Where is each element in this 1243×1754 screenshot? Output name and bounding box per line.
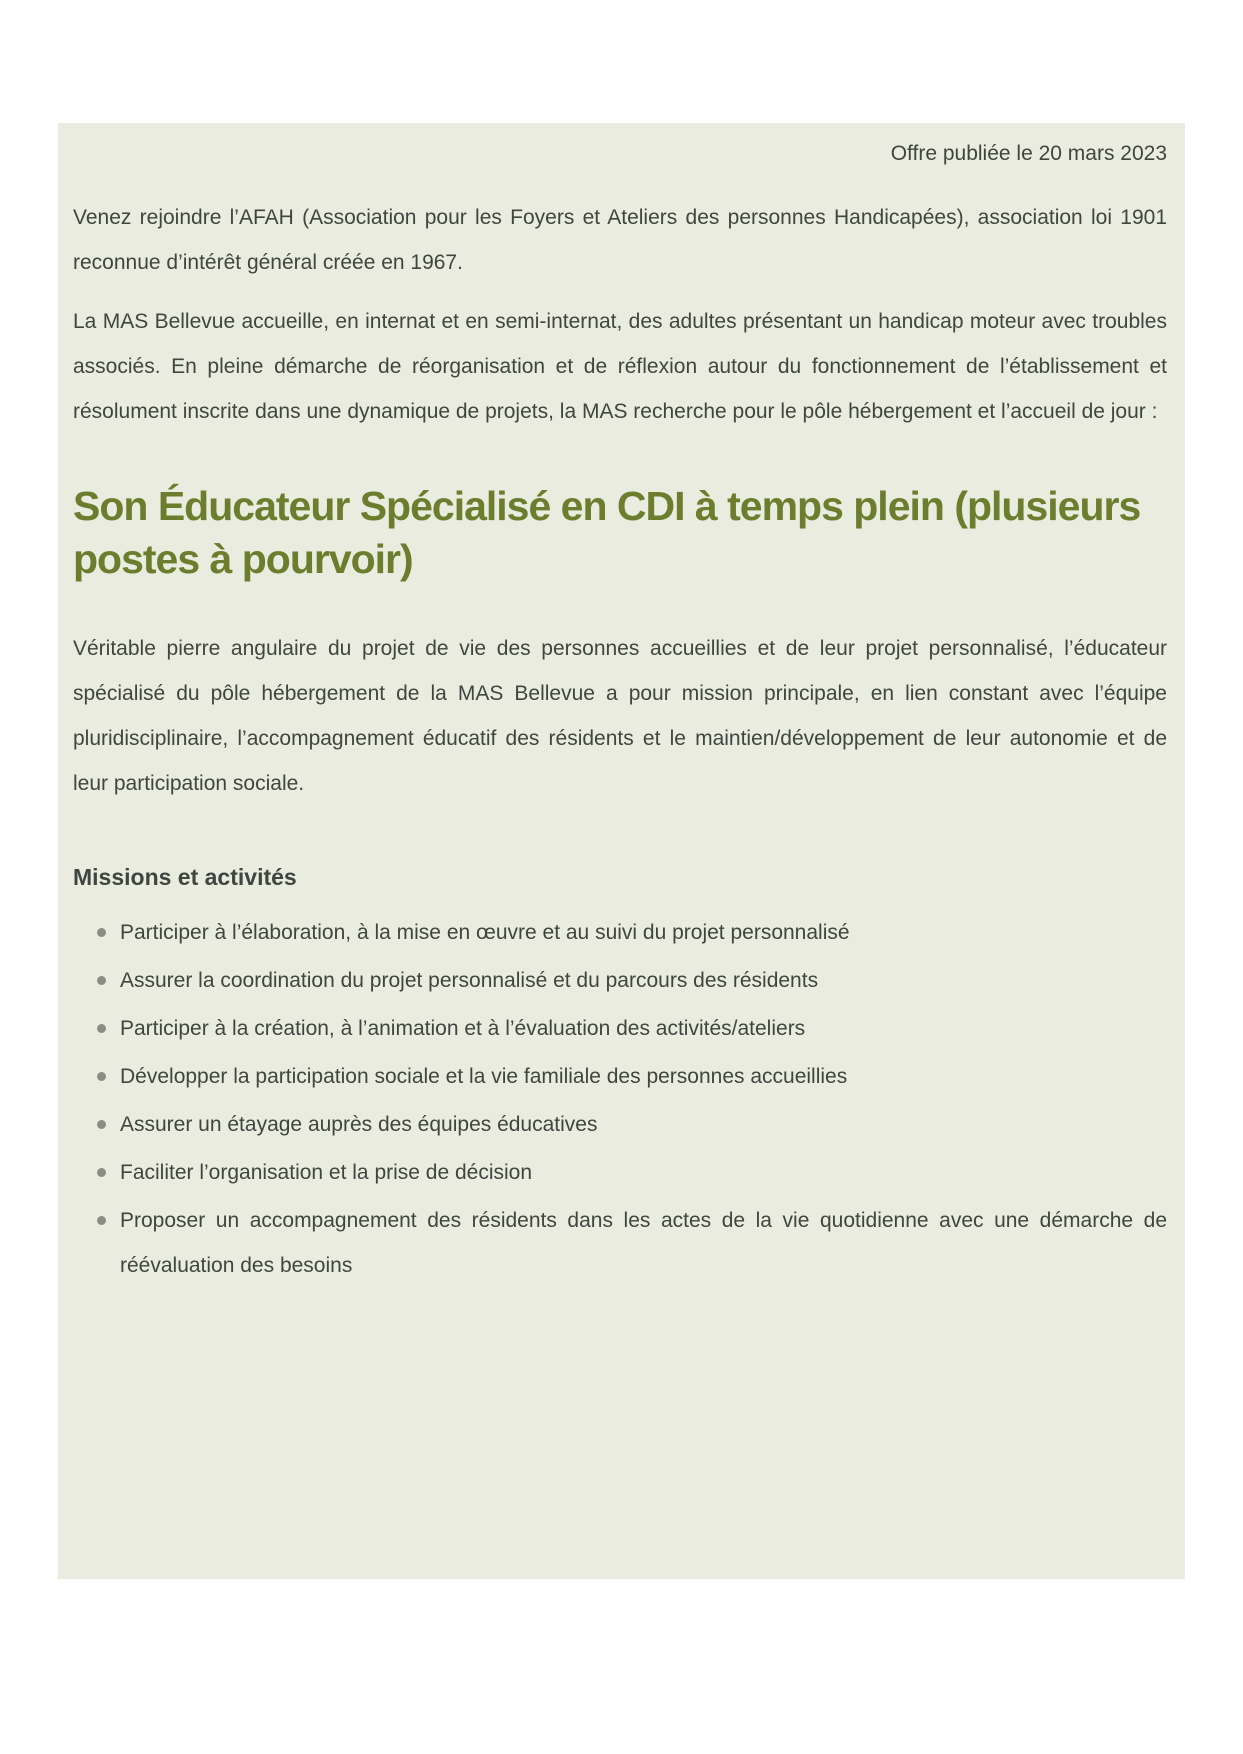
mission-item (73, 1198, 1167, 1288)
bullet-icon (97, 1216, 106, 1225)
publication-date: Offre publiée le 20 mars 2023 (890, 142, 1167, 165)
mission-item (73, 1102, 1167, 1147)
mission-item (73, 910, 1167, 955)
job-title: Son Éducateur Spécialisé en CDI à temps plein (plusieurs postes à pourvoir) (73, 483, 1141, 582)
bullet-icon (97, 976, 106, 985)
missions-section-title: Missions et activités (73, 864, 297, 890)
job-summary-paragraph: Véritable pierre angulaire du projet de vie des personnes accueillies et de leur projet personnalisé, l’éducateur spécialisé du pôle hébergement de la MAS Bellevue a pour mission principale, en lien constant avec l’équipe pluridisciplinaire, l’accompagnement éducatif des résidents et le maintien/développement de leur autonomie et de leur participation sociale. (73, 637, 1167, 795)
mission-item (73, 1054, 1167, 1099)
mission-item-text: Faciliter l’organisation et la prise de décision (120, 1161, 533, 1184)
mission-item-text: Proposer un accompagnement des résidents dans les actes de la vie quotidienne avec une démarche de réévaluation des besoins (120, 1209, 1167, 1277)
mission-item (73, 1006, 1167, 1051)
bullet-icon (97, 1168, 106, 1177)
missions-list (73, 910, 1167, 1288)
mission-item-text: Participer à l’élaboration, à la mise en œuvre et au suivi du projet personnalisé (120, 921, 850, 944)
bullet-icon (97, 928, 106, 937)
mission-item-text: Assurer la coordination du projet personnalisé et du parcours des résidents (120, 969, 819, 992)
job-offer-card (58, 123, 1185, 1579)
mission-item (73, 958, 1167, 1003)
intro-paragraph-1: Venez rejoindre l’AFAH (Association pour les Foyers et Ateliers des personnes Handicapées), association loi 1901 reconnue d’intérêt général créée en 1967. (73, 206, 1167, 274)
bullet-icon (97, 1072, 106, 1081)
bullet-icon (97, 1120, 106, 1129)
mission-item-text: Participer à la création, à l’animation et à l’évaluation des activités/ateliers (120, 1017, 806, 1040)
mission-item (73, 1150, 1167, 1195)
bullet-icon (97, 1024, 106, 1033)
mission-item-text: Assurer un étayage auprès des équipes éducatives (120, 1113, 598, 1136)
intro-paragraph-2: La MAS Bellevue accueille, en internat et en semi-internat, des adultes présentant un handicap moteur avec troubles associés. En pleine démarche de réorganisation et de réflexion autour du fonctionnement de l’établissement et résolument inscrite dans une dynamique de projets, la MAS recherche pour le pôle hébergement et l’accueil de jour : (73, 310, 1167, 423)
mission-item-text: Développer la participation sociale et la vie familiale des personnes accueillies (120, 1065, 848, 1088)
